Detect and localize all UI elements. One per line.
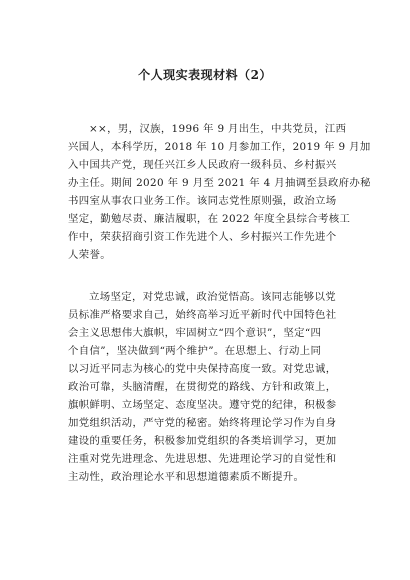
paragraph-political-stance <box>68 288 340 486</box>
text-line: 书四室从事农口业务工作。该同志党性原则强，政治立场 <box>68 195 337 207</box>
paragraph-personal-info <box>68 120 371 264</box>
text-line: 坚定，勤勉尽责、廉洁履职，在 2022 年度全县综合考核工 <box>68 213 351 225</box>
text-line: 会主义思想伟大旗帜，牢固树立“四个意识”，坚定“四 <box>68 327 322 339</box>
document-title: 个人现实表现材料（2） <box>138 68 272 82</box>
text-line: 以习近平同志为核心的党中央保持高度一致。对党忠诚， <box>68 363 337 375</box>
text-line: 建设的重要任务，积极参加党组织的各类培训学习，更加 <box>68 435 337 447</box>
text-line: 加党组织活动，严守党的秘密。始终将理论学习作为自身 <box>68 417 337 429</box>
text-line: 旗帜鲜明、立场坚定、态度坚决。遵守党的纪律，积极参 <box>68 399 337 411</box>
text-line: 作中，荣获招商引资工作先进个人、乡村振兴工作先进个 <box>68 231 337 243</box>
text-line: 入中国共产党，现任兴江乡人民政府一级科员、乡村振兴 <box>68 159 337 171</box>
text-line: 立场坚定，对党忠诚，政治觉悟高。该同志能够以党 <box>89 291 337 303</box>
text-line: 个自信”，坚决做到“两个维护”。在思想上、行动上同 <box>68 345 322 357</box>
text-line: 主动性，政治理论水平和思想道德素质不断提升。 <box>68 471 305 483</box>
text-line: 兴国人，本科学历，2018 年 10 月参加工作，2019 年 9 月加 <box>68 141 371 153</box>
text-line: 注重对党先进理念、先进思想、先进理论学习的自觉性和 <box>68 453 337 465</box>
text-line: 政治可靠，头脑清醒，在贯彻党的路线、方针和政策上， <box>68 381 337 393</box>
text-line: 办主任。期间 2020 年 9 月至 2021 年 4 月抽调至县政府办秘 <box>68 177 371 189</box>
text-line: ××，男，汉族，1996 年 9 月出生，中共党员，江西 <box>89 123 347 135</box>
text-line: 员标准严格要求自己，始终高举习近平新时代中国特色社 <box>68 309 337 321</box>
text-line: 人荣誉。 <box>68 249 111 261</box>
